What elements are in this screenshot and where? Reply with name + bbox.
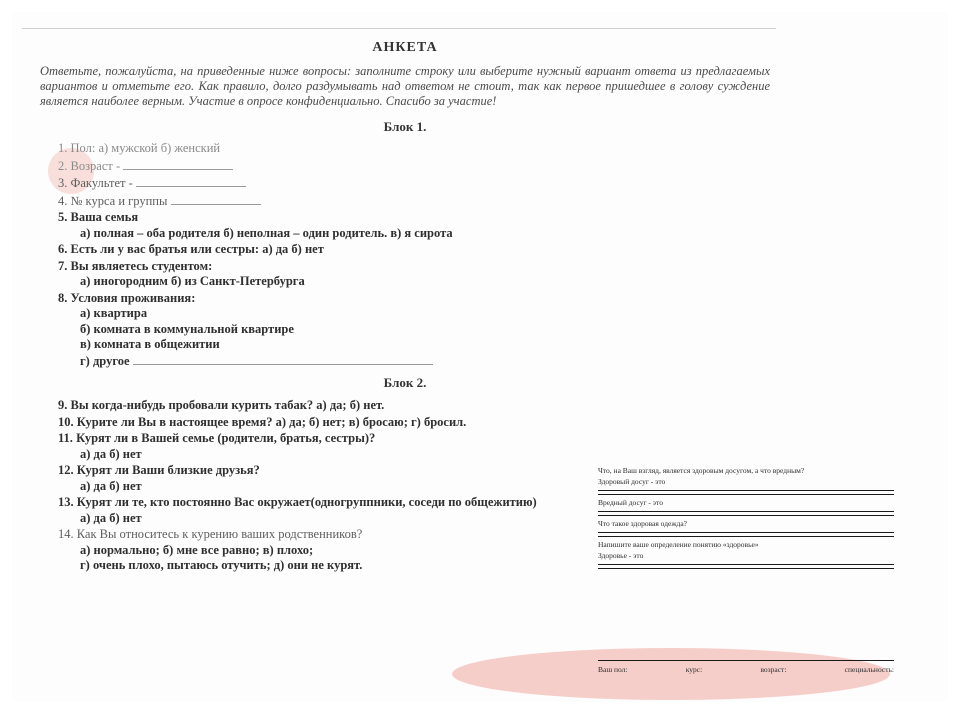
mini-question-1-sub-2: Вредный досуг - это: [598, 498, 663, 507]
question-9: [58, 397, 770, 414]
question-6: [58, 242, 770, 258]
question-14-options-line-2: г) очень плохо, пытаюсь отучить; д) они не курят.: [80, 558, 363, 572]
answer-line-2[interactable]: [598, 494, 894, 495]
answer-line-6[interactable]: [598, 536, 894, 537]
question-2: [58, 158, 770, 175]
question-12-number: 12.: [58, 463, 74, 477]
question-5-options: а) полная – оба родителя б) неполная – один родитель. в) я сирота: [80, 225, 453, 240]
question-2-text: Возраст -: [70, 158, 121, 173]
question-4-number: 4.: [58, 193, 68, 208]
answer-line-1[interactable]: [598, 490, 894, 491]
question-6-number: 6.: [58, 242, 68, 256]
mini-question-1-sub-1: Здоровый досуг - это: [598, 477, 666, 486]
block-2-heading: Блок 2.: [383, 375, 427, 390]
question-3-number: 3.: [58, 176, 68, 190]
question-11: [58, 430, 770, 462]
question-13-options: а) да б) нет: [80, 510, 142, 525]
footer-field-gender[interactable]: Ваш пол:: [598, 665, 628, 674]
question-4-blank[interactable]: [171, 193, 261, 205]
question-5-number: 5.: [58, 210, 68, 224]
block-1-questions: [40, 141, 770, 369]
question-5: [58, 210, 770, 241]
question-7-options: а) иногородним б) из Санкт-Петербурга: [80, 274, 305, 288]
question-13-number: 13.: [58, 495, 74, 509]
question-1-number: 1.: [58, 141, 68, 155]
question-8-option-a: а) квартира: [80, 306, 148, 320]
question-8-option-d-row: [58, 353, 770, 370]
block-1-heading: Блок 1.: [383, 119, 427, 134]
question-10-number: 10.: [58, 414, 74, 429]
answer-line-5[interactable]: [598, 532, 894, 533]
question-8-option-d: г) другое: [80, 353, 130, 368]
question-8-number: 8.: [58, 290, 68, 305]
question-6-text: Есть ли у вас братья или сестры: а) да б) нет: [70, 242, 324, 256]
question-4-text: № курса и группы: [70, 193, 168, 208]
footer-field-age[interactable]: возраст:: [760, 665, 787, 674]
question-8-option-c: в) комната в общежитии: [80, 337, 220, 351]
question-14-number: 14.: [58, 527, 74, 541]
question-10-text: Курите ли Вы в настоящее время? а) да; б) нет; в) бросаю; г) бросил.: [76, 414, 467, 429]
top-divider: [22, 28, 776, 29]
question-10: [58, 414, 770, 431]
question-5-text: Ваша семья: [70, 210, 139, 224]
question-12-options: а) да б) нет: [80, 478, 142, 493]
question-11-number: 11.: [58, 431, 73, 445]
footer-field-specialty[interactable]: специальность:: [844, 665, 894, 674]
answer-line-8[interactable]: [598, 568, 894, 569]
intro-paragraph: Ответьте, пожалуйста, на приведенные ниже вопросы: заполните строку или выберите нужный вариант ответа из предлагаемых вариантов и отметьте его. Как правило, долго раздумывать над ответом не стоит, так как первое пришедшее в голову суждение является наиболее верным. Участие в опросе конфиденциально. Спасибо за участие!: [40, 64, 770, 108]
question-7-number: 7.: [58, 258, 68, 273]
answer-line-3[interactable]: [598, 511, 894, 512]
question-11-text: Курят ли в Вашей семье (родители, братья, сестры)?: [76, 431, 376, 445]
question-2-number: 2.: [58, 158, 68, 173]
question-1: [58, 141, 770, 157]
question-9-text: Вы когда-нибудь пробовали курить табак? а) да; б) нет.: [70, 398, 385, 412]
mini-question-3-sub: Здоровье - это: [598, 551, 644, 560]
mini-question-3: Напишите ваше определение понятию «здоровье»: [598, 540, 759, 549]
question-7: [58, 259, 770, 290]
question-3: [58, 175, 770, 192]
question-8: [58, 291, 770, 370]
secondary-questionnaire: [598, 466, 894, 572]
question-14-text: Как Вы относитесь к курению ваших родственников?: [76, 527, 363, 541]
answer-line-4[interactable]: [598, 515, 894, 516]
answer-line-7[interactable]: [598, 564, 894, 565]
question-8-text: Условия проживания:: [70, 290, 196, 305]
question-12-text: Курят ли Ваши близкие друзья?: [76, 463, 260, 477]
question-13-text: Курят ли те, кто постоянно Вас окружает(одногруппники, соседи по общежитию): [76, 495, 537, 509]
footer-field-course[interactable]: курс:: [685, 665, 703, 674]
question-9-number: 9.: [58, 398, 68, 412]
question-3-blank[interactable]: [136, 175, 246, 187]
decorative-ellipse-bottom: [452, 648, 890, 700]
question-2-blank[interactable]: [123, 158, 233, 170]
document-title: АНКЕТА: [372, 40, 438, 55]
question-8-blank[interactable]: [133, 353, 433, 365]
mini-footer: [598, 660, 894, 674]
question-3-text: Факультет -: [70, 176, 133, 190]
question-1-text: Пол: а) мужской б) женский: [70, 141, 221, 155]
question-14-options-line-1: а) нормально; б) мне все равно; в) плохо;: [80, 542, 314, 557]
question-4: [58, 193, 770, 210]
mini-question-2: Что такое здоровая одежда?: [598, 519, 688, 528]
question-8-option-b: б) комната в коммунальной квартире: [80, 321, 294, 336]
question-7-text: Вы являетесь студентом:: [70, 258, 213, 273]
mini-question-1: Что, на Ваш взгляд, является здоровым досугом, а что вредным?: [598, 466, 805, 475]
question-11-options: а) да б) нет: [80, 446, 142, 461]
